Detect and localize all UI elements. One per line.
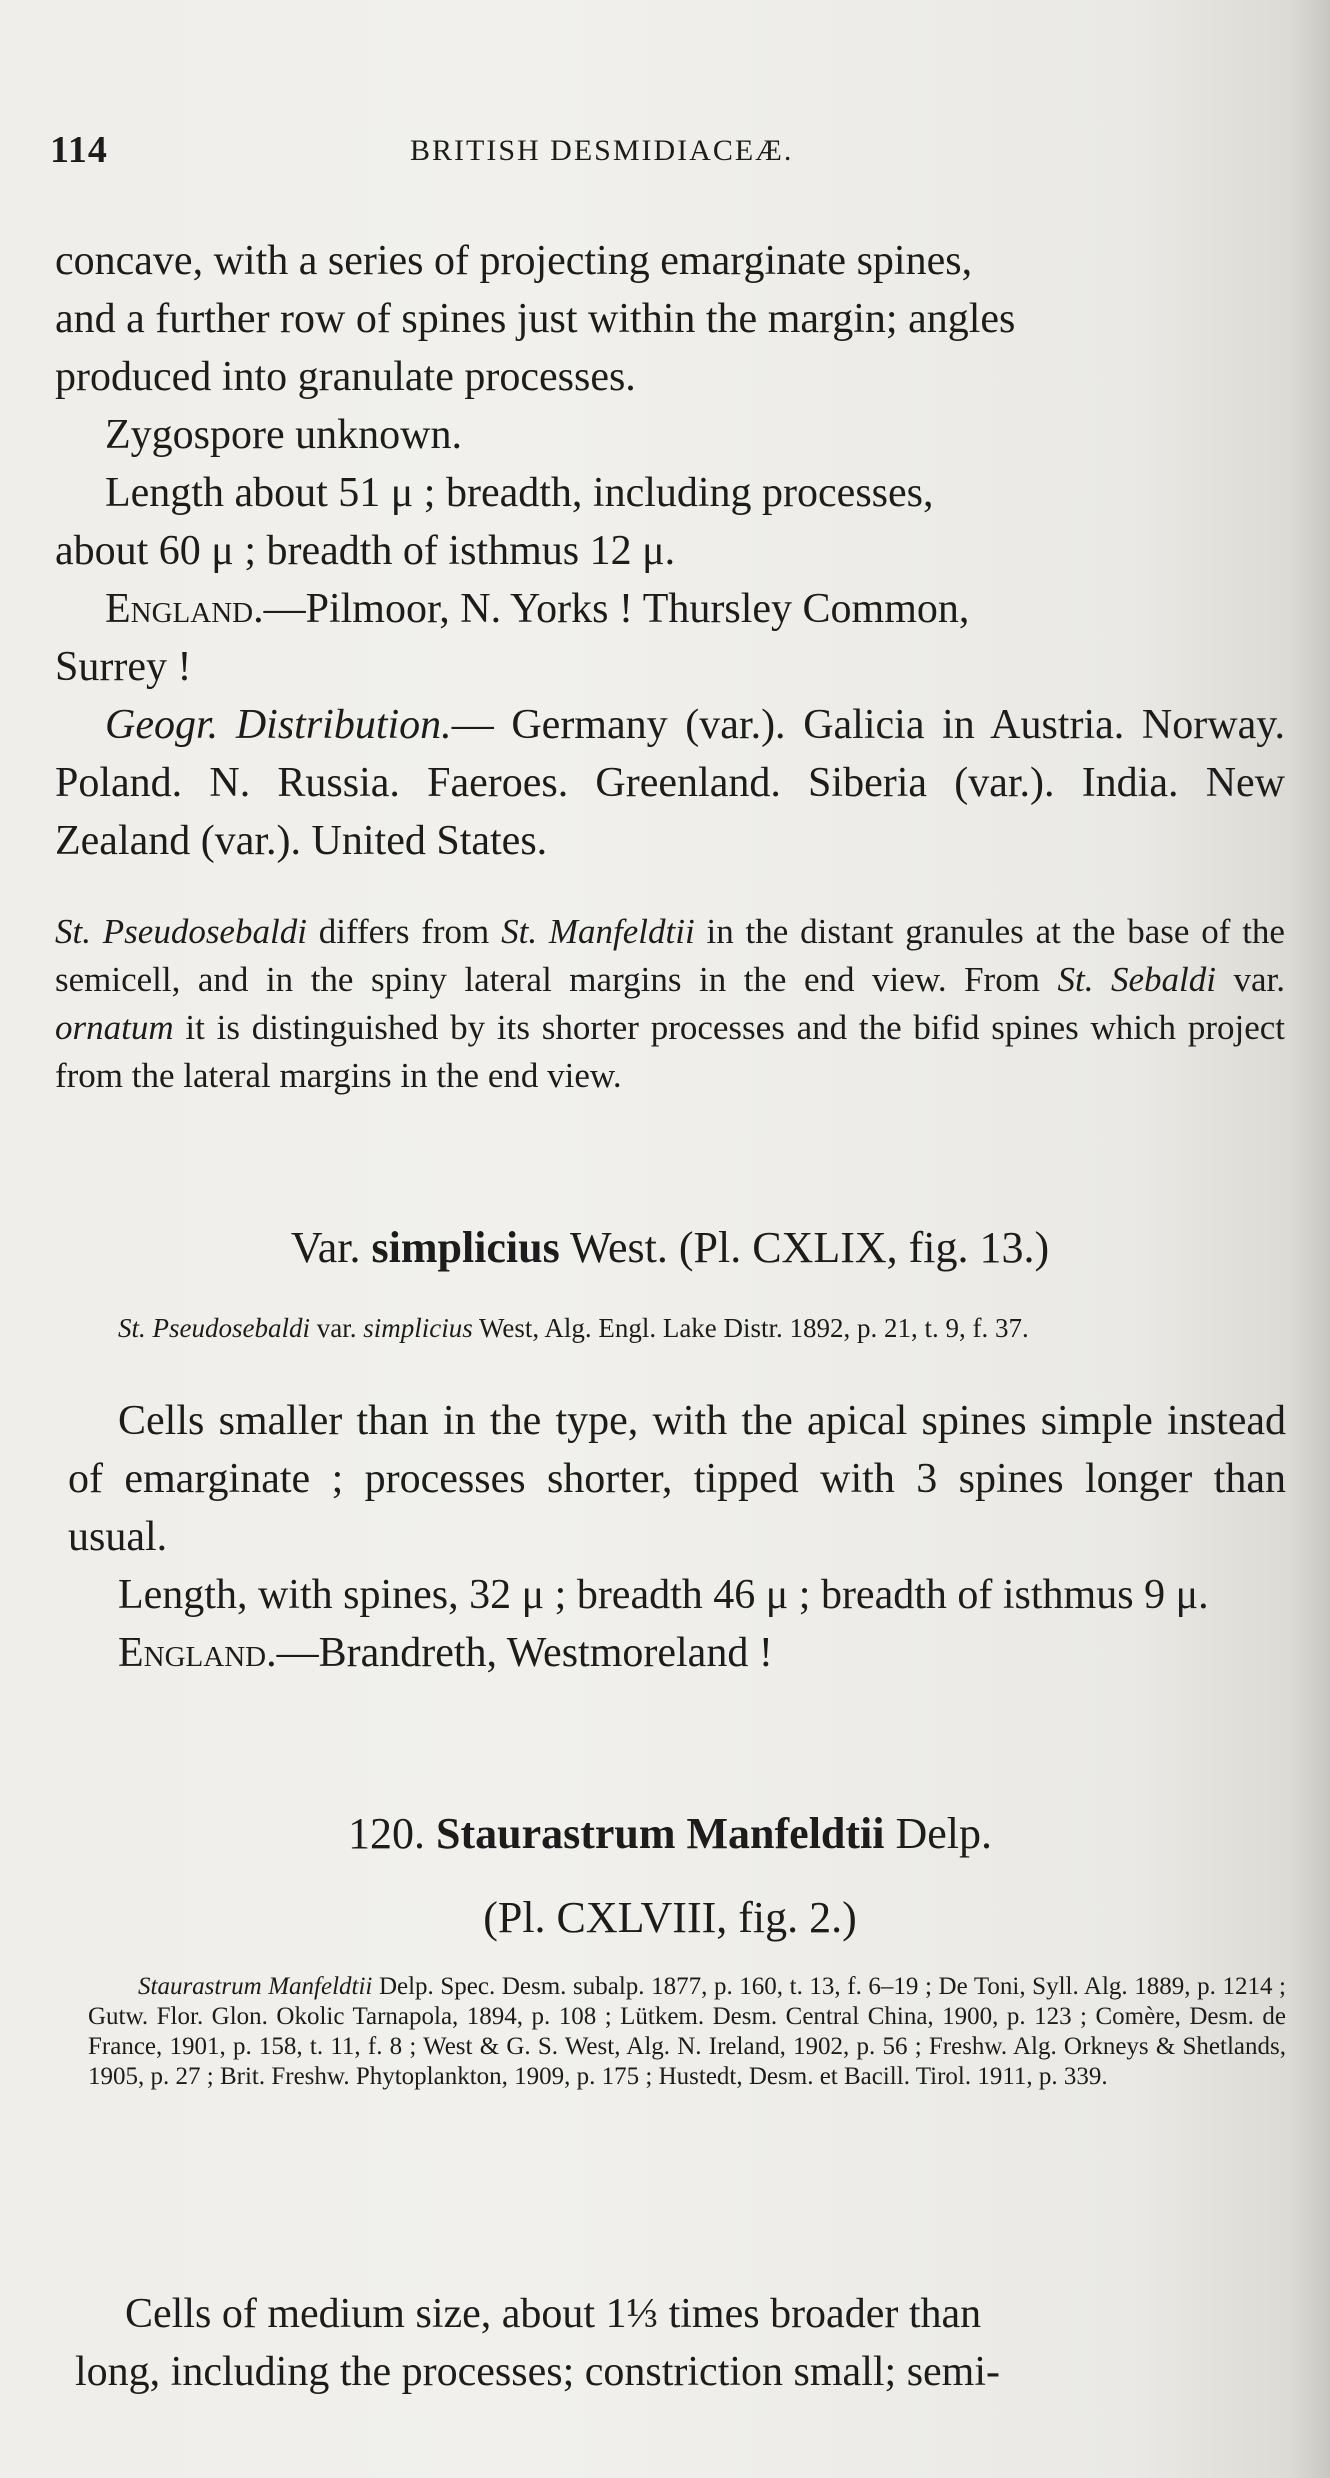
variety-prefix: Var.	[290, 1223, 372, 1272]
locality-line: Surrey !	[55, 644, 192, 690]
locality-label: England.	[118, 1630, 277, 1676]
locality-line	[55, 580, 1285, 638]
distribution-text: — Germany (var.). Galicia in Austria. Norway. Poland. N. Russia. Faeroes. Greenland. Siberia (var.). India. New Zealand (var.). United States.	[55, 702, 1285, 864]
citation-text: Delp. Spec. Desm. subalp. 1877, p. 160, t. 13, f. 6–19 ; De Toni, Syll. Alg. 1889, p. 1214 ; Gutw. Flor. Glon. Okolic Tarnapola, 1894, p. 108 ; Lütkem. Desm. Central China, 1900, p. 123 ; Comère, Desm. de France, 1901, p. 158, t. 11, f. 8 ; West & G. S. West, Alg. N. Ireland, 1902, p. 56 ; Freshw. Alg. Orkneys & Shetlands, 1905, p. 27 ; Brit. Freshw. Phytoplankton, 1909, p. 175 ; Hustedt, Desm. et Bacill. Tirol. 1911, p. 339.	[88, 1973, 1286, 2090]
distribution-label: Geogr. Distribution.	[105, 702, 452, 748]
locality-text: —Brandreth, Westmoreland !	[276, 1630, 773, 1676]
species-heading	[55, 1808, 1285, 1859]
citation-text: var.	[309, 1313, 364, 1343]
variety-measurements: Length, with spines, 32 μ ; breadth 46 μ ; breadth of isthmus 9 μ.	[118, 1572, 1209, 1618]
description-line: Cells of medium size, about 1⅓ times broader than	[125, 2291, 982, 2337]
page-edge-shadow	[1290, 0, 1330, 2478]
description-line: produced into granulate processes.	[55, 354, 636, 400]
variety-name: simplicius	[371, 1223, 560, 1272]
note-text: in the distant granules at the base of the semicell, and in the spiny lateral margins in the end view. From	[55, 912, 1285, 999]
taxon-name: St. Manfeldtii	[501, 912, 695, 951]
variety-description	[68, 1392, 1286, 1682]
description-line: concave, with a series of projecting emarginate spines,	[55, 238, 973, 284]
description-line: long, including the processes; constriction small; semi-	[75, 2349, 1001, 2395]
citation-epithet: simplicius	[363, 1313, 473, 1343]
species-plate-reference: (Pl. CXLVIII, fig. 2.)	[483, 1893, 857, 1942]
locality-text: —Pilmoor, N. Yorks ! Thursley Common,	[263, 586, 970, 632]
note-text: differs from	[306, 912, 502, 951]
measurements-line: about 60 μ ; breadth of isthmus 12 μ.	[55, 528, 676, 574]
variety-locality	[68, 1624, 1286, 1682]
citation-paragraph	[118, 1310, 1278, 1346]
variety-citation	[118, 1310, 1278, 1346]
taxon-name: ornatum	[55, 1008, 174, 1047]
species-description	[75, 2285, 1285, 2401]
page-header	[50, 128, 1290, 188]
variety-desc-paragraph: Cells smaller than in the type, with the apical spines simple instead of emarginate ; processes shorter, tipped with 3 spines longer than usual.	[68, 1398, 1286, 1560]
comparison-note	[55, 908, 1285, 1100]
species-description-continued	[55, 232, 1285, 870]
species-author: Delp.	[884, 1809, 993, 1858]
taxon-name: St. Pseudosebaldi	[55, 912, 307, 951]
measurements-line: Length about 51 μ ; breadth, including processes,	[105, 470, 934, 516]
running-title: BRITISH DESMIDIACEÆ.	[410, 134, 794, 167]
citation-text: West, Alg. Engl. Lake Distr. 1892, p. 21, t. 9, f. 37.	[472, 1313, 1029, 1343]
citation-taxon: St. Pseudosebaldi	[118, 1313, 310, 1343]
species-number: 120.	[347, 1809, 436, 1858]
description-line: and a further row of spines just within the margin; angles	[55, 296, 1016, 342]
note-paragraph	[55, 908, 1285, 1100]
note-text: it is distinguished by its shorter processes and the bifid spines which project from the lateral margins in the end view.	[55, 1008, 1285, 1095]
taxon-name: St. Sebaldi	[1057, 960, 1216, 999]
citation-paragraph	[88, 1972, 1286, 2092]
citation-taxon: Staurastrum Manfeldtii	[138, 1973, 373, 2000]
species-citation	[88, 1972, 1286, 2092]
zygospore-line: Zygospore unknown.	[105, 412, 462, 458]
distribution-paragraph	[55, 696, 1285, 870]
page-number: 114	[50, 129, 108, 171]
species-name: Staurastrum Manfeldtii	[435, 1809, 885, 1858]
variety-heading	[55, 1222, 1285, 1273]
locality-label: England.	[105, 586, 264, 632]
note-text: var.	[1215, 960, 1285, 999]
variety-author-plate: West. (Pl. CXLIX, fig. 13.)	[559, 1223, 1050, 1272]
